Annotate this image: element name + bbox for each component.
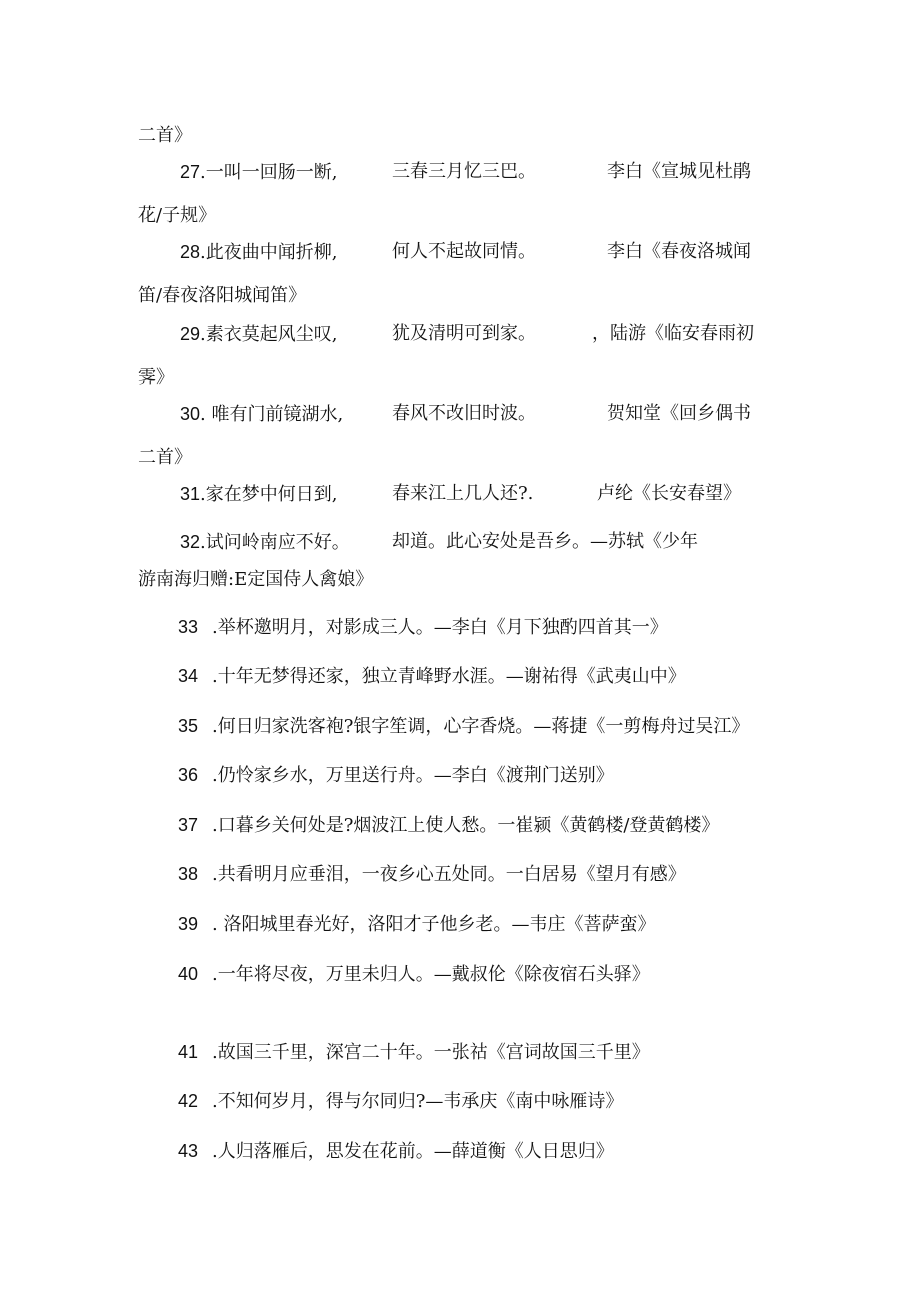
entry-43 [178, 1139, 614, 1164]
entry-28-second-half: 何人不起故同情。 [392, 241, 536, 262]
entry-41 [178, 1040, 650, 1065]
entry-text: .不知何岁月，得与尔同归?—韦承庆《南中咏雁诗》 [212, 1091, 624, 1112]
entry-28-attribution: 李白《春夜洛城闻 [607, 241, 751, 262]
entry-37 [178, 813, 719, 838]
entry-text: . 洛阳城里春光好，洛阳才子他乡老。—韦庄《菩萨蛮》 [212, 914, 656, 935]
entry-text: .仍怜家乡水，万里送行舟。—李白《渡荆门送别》 [212, 765, 614, 786]
entry-29-second-half: 犹及清明可到家。 [392, 323, 536, 344]
entry-27-wrap: 花/子规》 [138, 205, 217, 226]
entry-text: .口暮乡关何处是?烟波江上使人愁。一崔颍《黄鹤楼/登黄鹤楼》 [212, 815, 720, 836]
entry-30-second-half: 春风不改旧时波。 [392, 403, 536, 424]
entry-number: 40 [178, 964, 199, 984]
entry-number: 33 [178, 617, 199, 637]
entry-38 [178, 862, 686, 887]
entry-first-half: .一叫一回肠一断, [200, 162, 338, 183]
entry-34 [178, 664, 686, 689]
entry-text: .一年将尽夜，万里未归人。—戴叔伦《除夜宿石头驿》 [212, 964, 650, 985]
entry-27-line1 [180, 160, 337, 185]
entry-number: 37 [178, 815, 199, 835]
entry-39 [178, 912, 655, 937]
entry-28-line1 [180, 240, 337, 265]
entry-first-half: .素衣莫起风尘叹, [200, 324, 338, 345]
entry-35 [178, 714, 749, 739]
entry-number: 35 [178, 716, 199, 736]
entry-30-line1 [180, 402, 343, 427]
entry-29-wrap: 霁》 [138, 367, 174, 388]
entry-29-attribution: ，陆游《临安春雨初 [592, 323, 754, 344]
entry-number: 36 [178, 765, 199, 785]
entry-first-half: .家在梦中何日到, [200, 484, 338, 505]
entry-33 [178, 615, 668, 640]
entry-number: 43 [178, 1141, 199, 1161]
entry-number: 41 [178, 1042, 199, 1062]
entry-number: 38 [178, 864, 199, 884]
entry-31-second-half: 春来江上几人还?. [392, 483, 534, 504]
continuation-line: 二首》 [138, 125, 192, 146]
entry-number: 30 [180, 404, 201, 424]
entry-31-attribution: 卢纶《长安春望》 [597, 483, 741, 504]
entry-first-half: .此夜曲中闻折柳, [200, 242, 338, 263]
entry-first-half: .试问岭南应不好。 [200, 532, 350, 553]
entry-32-line1 [180, 530, 350, 555]
entry-32-second-half: 却道。此心安处是吾乡。—苏轼《少年 [392, 531, 698, 552]
entry-27-second-half: 三春三月忆三巴。 [392, 161, 536, 182]
entry-42 [178, 1089, 623, 1114]
entry-text: .何日归家洗客袍?银字笙调，心字香烧。—蒋捷《一剪梅舟过吴江》 [212, 716, 750, 737]
entry-number: 32 [180, 532, 201, 552]
entry-31-line1 [180, 482, 337, 507]
entry-40 [178, 962, 650, 987]
entry-number: 29 [180, 324, 201, 344]
entry-30-attribution: 贺知堂《回乡偶书 [607, 403, 751, 424]
entry-32-wrap: 游南海归赠:E定国侍人禽娘》 [138, 569, 374, 590]
entry-29-line1 [180, 322, 337, 347]
entry-number: 34 [178, 666, 199, 686]
entry-number: 39 [178, 914, 199, 934]
entry-first-half: . 唯有门前镜湖水, [200, 404, 344, 425]
entry-number: 31 [180, 484, 201, 504]
entry-27-attribution: 李白《宣城见杜鹃 [607, 161, 751, 182]
entry-36 [178, 763, 614, 788]
entry-text: .故国三千里，深宫二十年。一张祜《宫词故国三千里》 [212, 1042, 650, 1063]
entry-text: .共看明月应垂泪，一夜乡心五处同。一白居易《望月有感》 [212, 864, 686, 885]
entry-28-wrap: 笛/春夜洛阳城闻笛》 [138, 285, 307, 306]
entry-text: .十年无梦得还家，独立青峰野水涯。—谢祐得《武夷山中》 [212, 666, 686, 687]
entry-text: .举杯邀明月，对影成三人。—李白《月下独酌四首其一》 [212, 617, 668, 638]
entry-text: .人归落雁后，思发在花前。—薛道衡《人日思归》 [212, 1141, 614, 1162]
entry-30-wrap: 二首》 [138, 447, 192, 468]
entry-number: 27 [180, 162, 201, 182]
entry-number: 42 [178, 1091, 199, 1111]
entry-number: 28 [180, 242, 201, 262]
